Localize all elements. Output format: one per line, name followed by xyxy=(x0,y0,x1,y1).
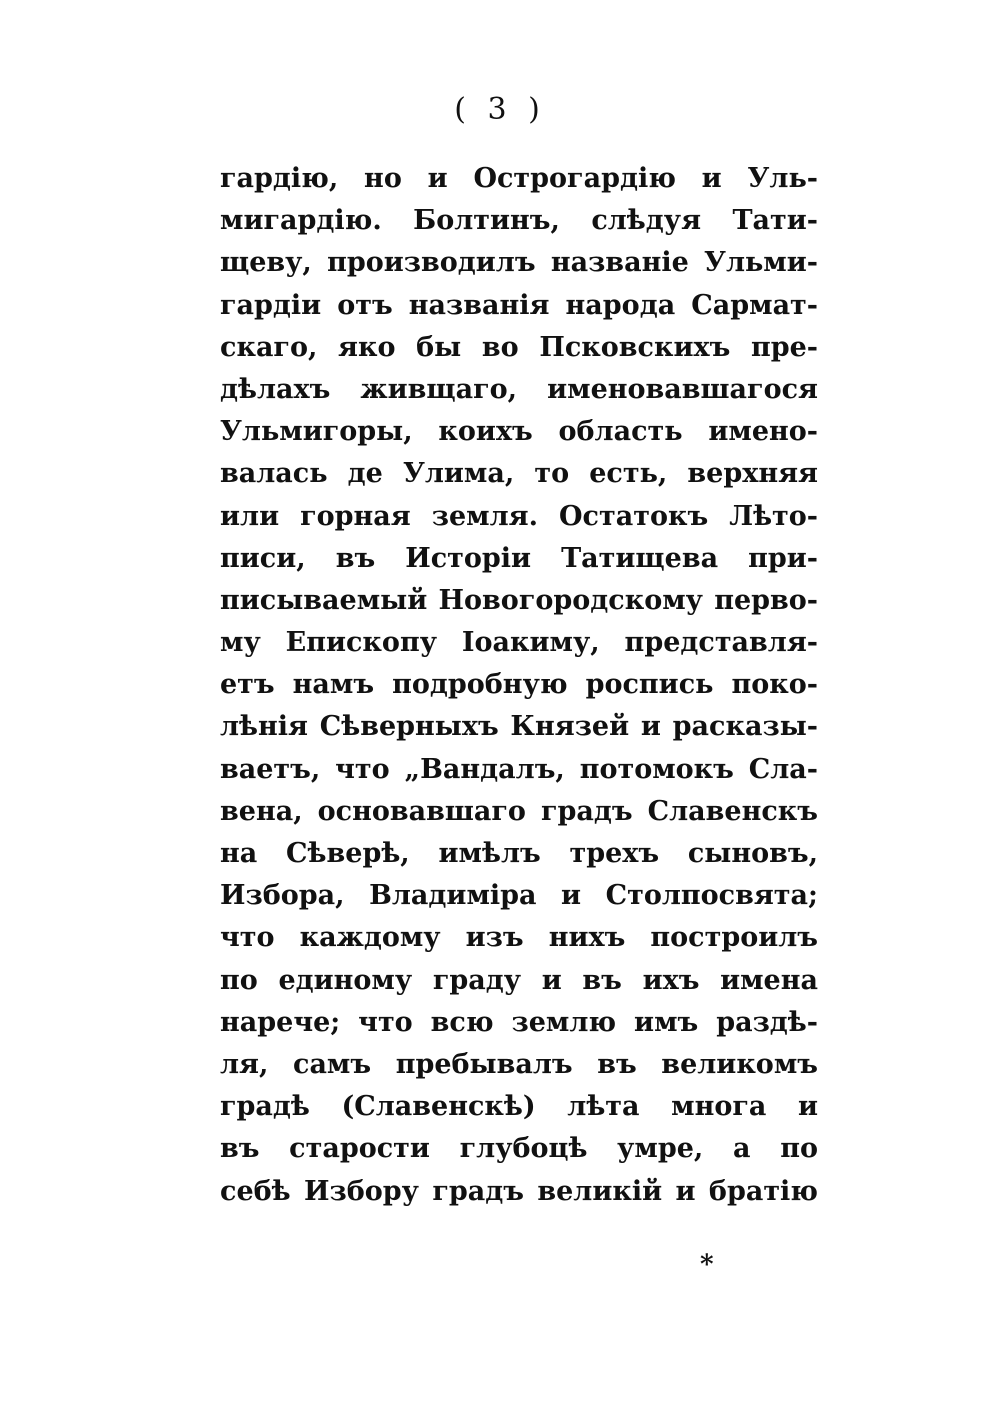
text-line: градѣ (Славенскѣ) лѣта многа и xyxy=(220,1091,818,1123)
text-line: му Епископу Іоакиму, представля- xyxy=(220,627,818,659)
text-line: писываемый Новогородскому перво- xyxy=(220,584,818,616)
text-line: по единому граду и въ ихъ имена xyxy=(220,964,818,996)
text-line: гардію, но и Острогардію и Уль- xyxy=(220,163,818,194)
text-line: что каждому изъ нихъ построилъ xyxy=(220,922,818,954)
text-line: писи, въ Исторіи Татищева при- xyxy=(220,542,818,574)
text-line: нарече; что всю землю имъ раздѣ- xyxy=(220,1006,818,1038)
text-line: валась де Улима, то есть, верхняя xyxy=(220,458,818,490)
text-line: на Сѣверѣ, имѣлъ трехъ сыновъ, xyxy=(220,838,818,869)
text-line: себѣ Избору градъ великій и братію xyxy=(220,1175,818,1207)
text-line: Ульмигоры, коихъ область имено- xyxy=(220,416,818,448)
text-line: скаго, яко бы во Псковскихъ пре- xyxy=(220,331,818,363)
text-line: лѣнія Сѣверныхъ Князей и расказы- xyxy=(220,711,818,743)
page-number: ( 3 ) xyxy=(454,92,546,127)
text-line: щеву, производилъ названіе Ульми- xyxy=(220,247,818,279)
text-line: етъ намъ подробную роспись поко- xyxy=(220,669,818,701)
text-line: ваетъ, что „Вандалъ, потомокъ Сла- xyxy=(220,753,818,785)
text-line: мигардію. Болтинъ, слѣдуя Тати- xyxy=(220,205,818,237)
text-line: въ старости глубоцѣ умре, а по xyxy=(220,1133,818,1165)
body-text xyxy=(220,158,818,1213)
text-line: вена, основавшаго градъ Славенскъ xyxy=(220,795,818,827)
text-line: ля, самъ пребывалъ въ великомъ xyxy=(220,1048,818,1080)
text-line: гардіи отъ названія народа Сармат- xyxy=(220,289,818,321)
text-line: дѣлахъ живщаго, именовавшагося xyxy=(220,373,818,405)
text-line: Избора, Владиміра и Столпосвята; xyxy=(220,880,818,912)
text-line: или горная земля. Остатокъ Лѣто- xyxy=(220,500,818,532)
signature-mark: * xyxy=(700,1250,714,1280)
